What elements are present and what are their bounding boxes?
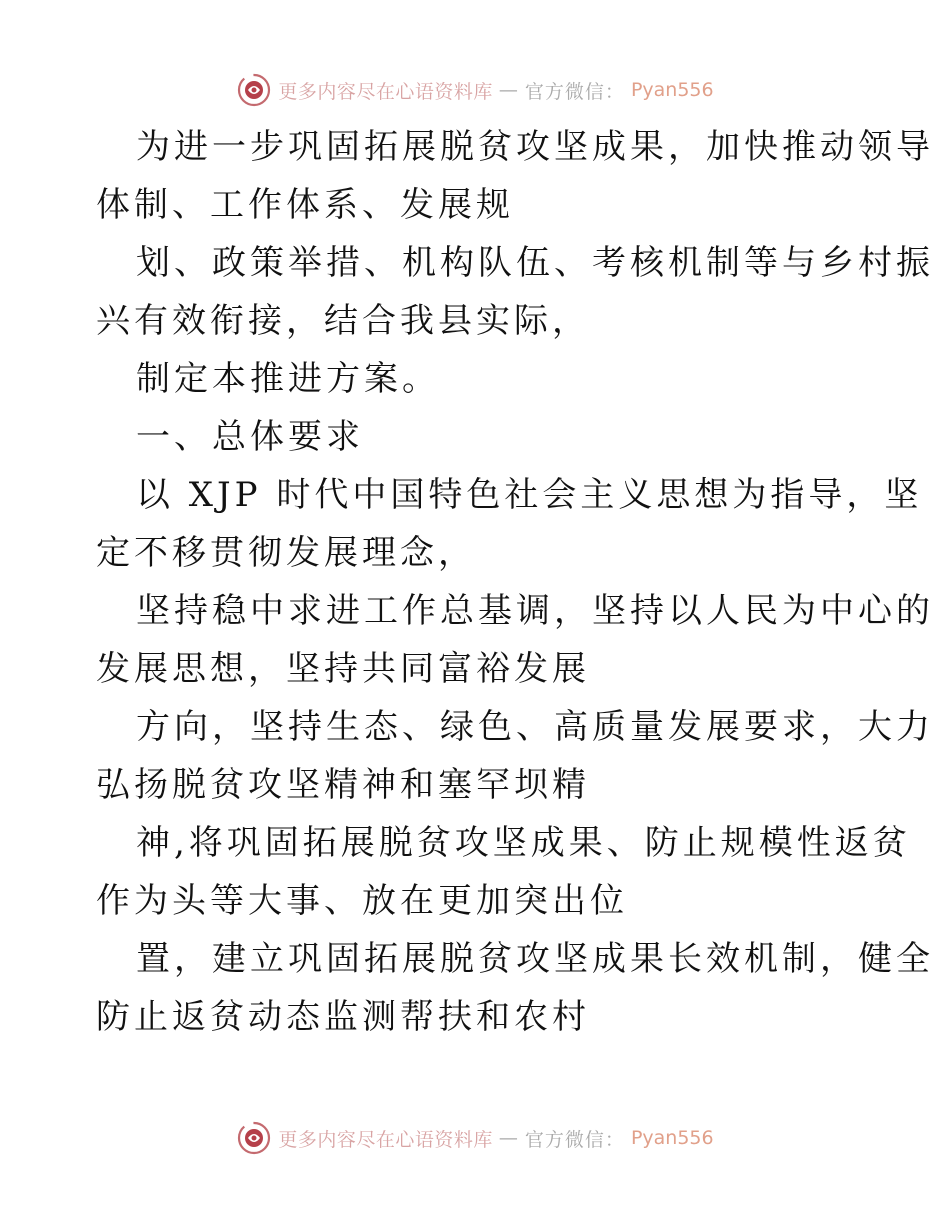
text-line: 置，建立巩固拓展脱贫攻坚成果长效机制，健全: [136, 939, 934, 979]
watermark-brand-text: 更多内容尽在心语资料库: [278, 1128, 493, 1151]
watermark-wechat-label: 官方微信：: [524, 80, 625, 103]
text-line: 以 XJP 时代中国特色社会主义思想为指导，坚: [136, 475, 923, 515]
text-line: 为进一步巩固拓展脱贫攻坚成果，加快推动领导: [136, 127, 934, 167]
text-line: 弘扬脱贫攻坚精神和塞罕坝精: [96, 765, 590, 805]
watermark-wechat-label: 官方微信：: [524, 1128, 625, 1151]
document-body: [96, 118, 934, 1046]
text-line: 方向，坚持生态、绿色、高质量发展要求，大力: [136, 707, 934, 747]
text-line: 兴有效衔接，结合我县实际，: [96, 301, 590, 341]
seal-logo-icon: [236, 72, 272, 108]
text-line: 体制、工作体系、发展规: [96, 185, 514, 225]
watermark-wechat-id: Pyan556: [630, 1127, 714, 1149]
text-line: 神,将巩固拓展脱贫攻坚成果、防止规模性返贫: [136, 823, 911, 863]
header-watermark: [0, 72, 950, 108]
watermark-separator: —: [498, 1127, 519, 1149]
section-heading: 一、总体要求: [136, 417, 364, 457]
watermark-separator: —: [498, 79, 519, 101]
text-line: 定不移贯彻发展理念，: [96, 533, 476, 573]
footer-watermark: [0, 1120, 950, 1156]
seal-logo-icon: [236, 1120, 272, 1156]
text-line: 防止返贫动态监测帮扶和农村: [96, 997, 590, 1037]
text-line: 作为头等大事、放在更加突出位: [96, 881, 628, 921]
watermark-wechat-id: Pyan556: [630, 79, 714, 101]
text-line: 坚持稳中求进工作总基调，坚持以人民为中心的: [136, 591, 934, 631]
watermark-brand-text: 更多内容尽在心语资料库: [278, 80, 493, 103]
text-line: 划、政策举措、机构队伍、考核机制等与乡村振: [136, 243, 934, 283]
text-line: 制定本推进方案。: [136, 359, 440, 399]
text-line: 发展思想，坚持共同富裕发展: [96, 649, 590, 689]
